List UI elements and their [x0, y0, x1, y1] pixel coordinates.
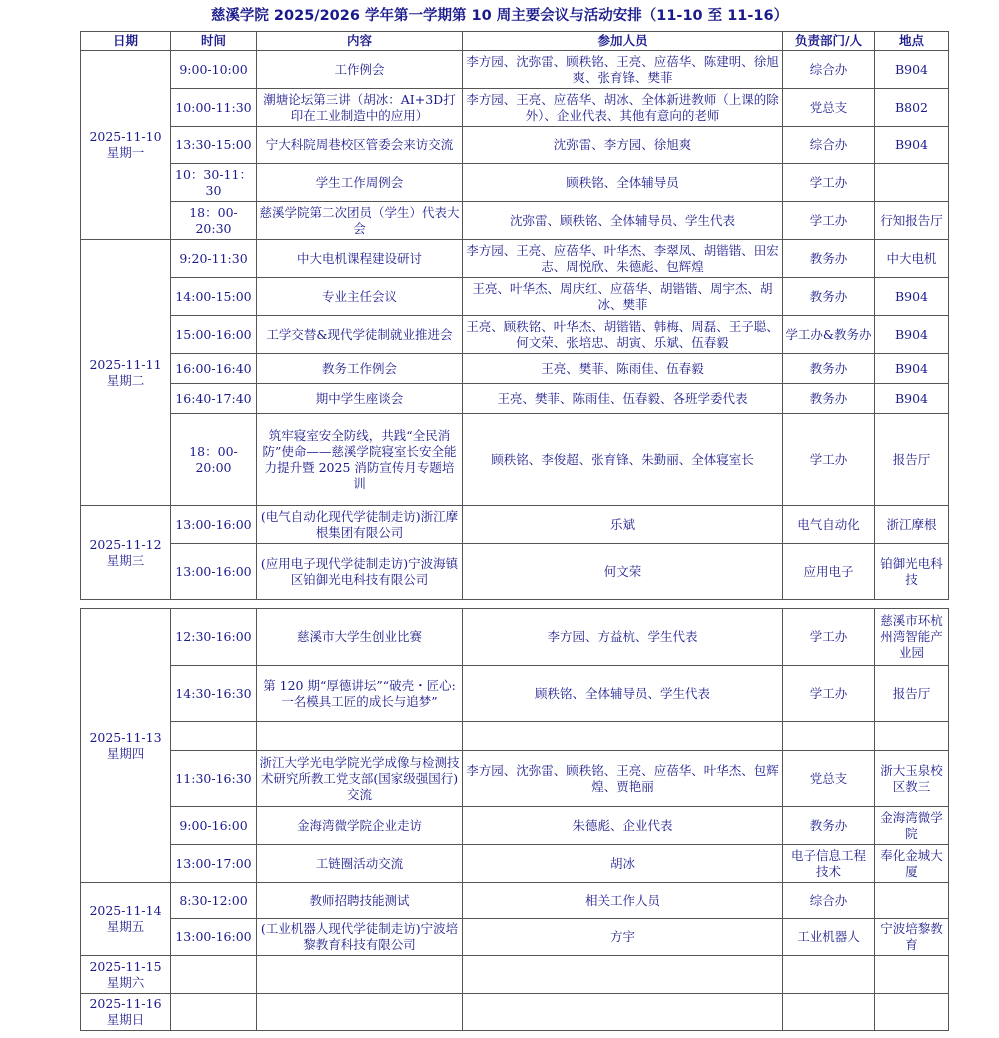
content-cell: (工业机器人现代学徒制走访)宁波培黎教育科技有限公司 — [257, 919, 463, 956]
department-cell: 教务办 — [783, 240, 875, 278]
department-cell: 学工办 — [783, 666, 875, 722]
table-row — [81, 164, 949, 202]
participants-cell: 沈弥雷、顾秩铭、全体辅导员、学生代表 — [463, 202, 783, 240]
table-row — [81, 414, 949, 506]
participants-cell: 顾秩铭、全体辅导员、学生代表 — [463, 666, 783, 722]
header-time: 时间 — [171, 32, 257, 51]
date-cell — [81, 956, 171, 994]
participants-cell — [463, 994, 783, 1031]
department-cell: 综合办 — [783, 127, 875, 164]
location-cell: B904 — [875, 51, 949, 89]
header-content: 内容 — [257, 32, 463, 51]
department-cell — [783, 956, 875, 994]
content-cell: 教务工作例会 — [257, 354, 463, 384]
time-cell: 8:30-12:00 — [171, 883, 257, 919]
content-cell — [257, 994, 463, 1031]
date-text: 2025-11-14 — [89, 903, 162, 918]
location-cell: B802 — [875, 89, 949, 127]
location-cell: 浙江摩根 — [875, 506, 949, 544]
participants-cell: 顾秩铭、全体辅导员 — [463, 164, 783, 202]
schedule-table-2 — [80, 608, 949, 1031]
time-cell: 11:30-16:30 — [171, 751, 257, 807]
table-row — [81, 354, 949, 384]
content-cell: 筑牢寝室安全防线，共践“全民消防”使命——慈溪学院寝室长安全能力提升暨 2025 消防宣传月专题培训 — [257, 414, 463, 506]
participants-cell: 李方园、沈弥雷、顾秩铭、王亮、应蓓华、叶华杰、包辉煌、贾艳丽 — [463, 751, 783, 807]
location-cell — [875, 883, 949, 919]
time-cell: 18：00-20:00 — [171, 414, 257, 506]
location-cell: 慈溪市环杭州湾智能产业园 — [875, 609, 949, 666]
location-cell: 宁波培黎教育 — [875, 919, 949, 956]
table-row — [81, 51, 949, 89]
date-cell — [81, 609, 171, 883]
time-cell: 15:00-16:00 — [171, 316, 257, 354]
time-cell: 12:30-16:00 — [171, 609, 257, 666]
content-cell: 专业主任会议 — [257, 278, 463, 316]
date-cell — [81, 883, 171, 956]
time-cell: 13:00-16:00 — [171, 919, 257, 956]
content-cell: 工链圈活动交流 — [257, 845, 463, 883]
content-cell: 工学交替&现代学徒制就业推进会 — [257, 316, 463, 354]
time-cell: 13:00-16:00 — [171, 506, 257, 544]
location-cell: B904 — [875, 278, 949, 316]
participants-cell: 王亮、樊菲、陈雨佳、伍春毅 — [463, 354, 783, 384]
table-row — [81, 919, 949, 956]
table-row — [81, 544, 949, 600]
department-cell: 电气自动化 — [783, 506, 875, 544]
department-cell — [783, 994, 875, 1031]
time-cell: 14:00-15:00 — [171, 278, 257, 316]
department-cell: 教务办 — [783, 807, 875, 845]
table-row — [81, 384, 949, 414]
participants-cell: 沈弥雷、李方园、徐旭爽 — [463, 127, 783, 164]
department-cell: 学工办 — [783, 164, 875, 202]
content-cell: 教师招聘技能测试 — [257, 883, 463, 919]
location-cell: 报告厅 — [875, 414, 949, 506]
content-cell: 工作例会 — [257, 51, 463, 89]
location-cell: 报告厅 — [875, 666, 949, 722]
location-cell — [875, 994, 949, 1031]
date-text: 2025-11-10 — [89, 129, 162, 144]
date-cell — [81, 506, 171, 600]
participants-cell: 胡冰 — [463, 845, 783, 883]
date-text: 2025-11-15 — [89, 958, 162, 974]
time-cell: 10:00-11:30 — [171, 89, 257, 127]
location-cell: B904 — [875, 316, 949, 354]
department-cell: 应用电子 — [783, 544, 875, 600]
time-cell: 10：30-11：30 — [171, 164, 257, 202]
table-row — [81, 240, 949, 278]
date-cell — [81, 994, 171, 1031]
date-cell — [81, 51, 171, 240]
location-cell — [875, 722, 949, 751]
date-text: 2025-11-11 — [89, 356, 162, 372]
participants-cell: 乐斌 — [463, 506, 783, 544]
location-cell: 金海湾微学院 — [875, 807, 949, 845]
participants-cell: 王亮、叶华杰、周庆红、应蓓华、胡锴锴、周宇杰、胡冰、樊菲 — [463, 278, 783, 316]
header-participants: 参加人员 — [463, 32, 783, 51]
date-text: 2025-11-12 — [89, 536, 162, 552]
location-cell: B904 — [875, 354, 949, 384]
department-cell: 学工办 — [783, 609, 875, 666]
department-cell: 党总支 — [783, 751, 875, 807]
participants-cell: 相关工作人员 — [463, 883, 783, 919]
time-cell: 9:00-10:00 — [171, 51, 257, 89]
location-cell: B904 — [875, 384, 949, 414]
content-cell: 潮塘论坛第三讲（胡冰：AI+3D打印在工业制造中的应用） — [257, 89, 463, 127]
table-row — [81, 127, 949, 164]
department-cell: 学工办 — [783, 202, 875, 240]
content-cell — [257, 722, 463, 751]
location-cell — [875, 164, 949, 202]
header-department: 负责部门/人 — [783, 32, 875, 51]
department-cell: 党总支 — [783, 89, 875, 127]
department-cell: 综合办 — [783, 883, 875, 919]
table-row — [81, 994, 949, 1031]
table-row — [81, 278, 949, 316]
table-row — [81, 883, 949, 919]
schedule-table-1 — [80, 31, 949, 600]
table-row — [81, 956, 949, 994]
table-row — [81, 666, 949, 722]
time-cell: 16:40-17:40 — [171, 384, 257, 414]
location-cell: 铂御光电科技 — [875, 544, 949, 600]
table-row — [81, 202, 949, 240]
location-cell: 奉化金城大厦 — [875, 845, 949, 883]
table-row — [81, 807, 949, 845]
participants-cell: 李方园、沈弥雷、顾秩铭、王亮、应蓓华、陈建明、徐旭爽、张育锋、樊菲 — [463, 51, 783, 89]
weekday-text: 星期日 — [106, 1012, 145, 1027]
page-title: 慈溪学院 2025/2026 学年第一学期第 10 周主要会议与活动安排（11-10 至 11-16） — [210, 8, 789, 24]
content-cell: 宁大科院周巷校区管委会来访交流 — [257, 127, 463, 164]
time-cell: 18：00-20:30 — [171, 202, 257, 240]
participants-cell — [463, 956, 783, 994]
table-row — [81, 506, 949, 544]
department-cell: 学工办 — [783, 414, 875, 506]
table-row — [81, 316, 949, 354]
weekday-text: 星期一 — [106, 145, 145, 160]
table-row — [81, 89, 949, 127]
time-cell: 13:00-17:00 — [171, 845, 257, 883]
participants-cell: 李方园、方益杭、学生代表 — [463, 609, 783, 666]
content-cell: (电气自动化现代学徒制走访)浙江摩根集团有限公司 — [257, 506, 463, 544]
time-cell — [171, 722, 257, 751]
content-cell: (应用电子现代学徒制走访)宁波海镇区铂御光电科技有限公司 — [257, 544, 463, 600]
location-cell: 中大电机 — [875, 240, 949, 278]
weekday-text: 星期二 — [106, 372, 145, 388]
location-cell — [875, 956, 949, 994]
department-cell: 综合办 — [783, 51, 875, 89]
content-cell: 中大电机课程建设研讨 — [257, 240, 463, 278]
table-row — [81, 845, 949, 883]
participants-cell: 李方园、王亮、应蓓华、胡冰、全体新进教师（上课的除外）、企业代表、其他有意向的老师 — [463, 89, 783, 127]
location-cell: B904 — [875, 127, 949, 164]
participants-cell: 李方园、王亮、应蓓华、叶华杰、李翠凤、胡锴锴、田宏志、周悦欣、朱德彪、包辉煌 — [463, 240, 783, 278]
content-cell: 慈溪市大学生创业比赛 — [257, 609, 463, 666]
department-cell: 工业机器人 — [783, 919, 875, 956]
participants-cell — [463, 722, 783, 751]
department-cell: 教务办 — [783, 354, 875, 384]
time-cell: 9:20-11:30 — [171, 240, 257, 278]
content-cell — [257, 956, 463, 994]
content-cell: 学生工作周例会 — [257, 164, 463, 202]
header-date: 日期 — [81, 32, 171, 51]
participants-cell: 王亮、顾秩铭、叶华杰、胡锴锴、韩梅、周磊、王子聪、何文荣、张培忠、胡寅、乐斌、伍春毅 — [463, 316, 783, 354]
content-cell: 期中学生座谈会 — [257, 384, 463, 414]
department-cell — [783, 722, 875, 751]
weekday-text: 星期六 — [106, 974, 145, 990]
participants-cell: 方宇 — [463, 919, 783, 956]
content-cell: 第 120 期“厚德讲坛”“破壳・匠心: 一名模具工匠的成长与追梦” — [257, 666, 463, 722]
department-cell: 电子信息工程技术 — [783, 845, 875, 883]
weekday-text: 星期四 — [106, 745, 145, 761]
time-cell: 9:00-16:00 — [171, 807, 257, 845]
participants-cell: 顾秩铭、李俊超、张育锋、朱勤丽、全体寝室长 — [463, 414, 783, 506]
table-row — [81, 609, 949, 666]
weekday-text: 星期三 — [106, 552, 145, 568]
date-text: 2025-11-13 — [89, 729, 162, 745]
time-cell: 13:00-16:00 — [171, 544, 257, 600]
time-cell: 13:30-15:00 — [171, 127, 257, 164]
table-row — [81, 722, 949, 751]
time-cell: 16:00-16:40 — [171, 354, 257, 384]
weekday-text: 星期五 — [106, 919, 145, 934]
time-cell — [171, 994, 257, 1031]
time-cell: 14:30-16:30 — [171, 666, 257, 722]
department-cell: 学工办&教务办 — [783, 316, 875, 354]
time-cell — [171, 956, 257, 994]
content-cell: 浙江大学光电学院光学成像与检测技术研究所教工党支部(国家级强国行) 交流 — [257, 751, 463, 807]
participants-cell: 何文荣 — [463, 544, 783, 600]
location-cell: 浙大玉泉校区教三 — [875, 751, 949, 807]
department-cell: 教务办 — [783, 278, 875, 316]
content-cell: 金海湾微学院企业走访 — [257, 807, 463, 845]
participants-cell: 朱德彪、企业代表 — [463, 807, 783, 845]
header-row — [81, 32, 949, 51]
department-cell: 教务办 — [783, 384, 875, 414]
participants-cell: 王亮、樊菲、陈雨佳、伍春毅、各班学委代表 — [463, 384, 783, 414]
header-location: 地点 — [875, 32, 949, 51]
content-cell: 慈溪学院第二次团员（学生）代表大会 — [257, 202, 463, 240]
date-cell — [81, 240, 171, 506]
table-row — [81, 751, 949, 807]
date-text: 2025-11-16 — [89, 996, 162, 1011]
location-cell: 行知报告厅 — [875, 202, 949, 240]
